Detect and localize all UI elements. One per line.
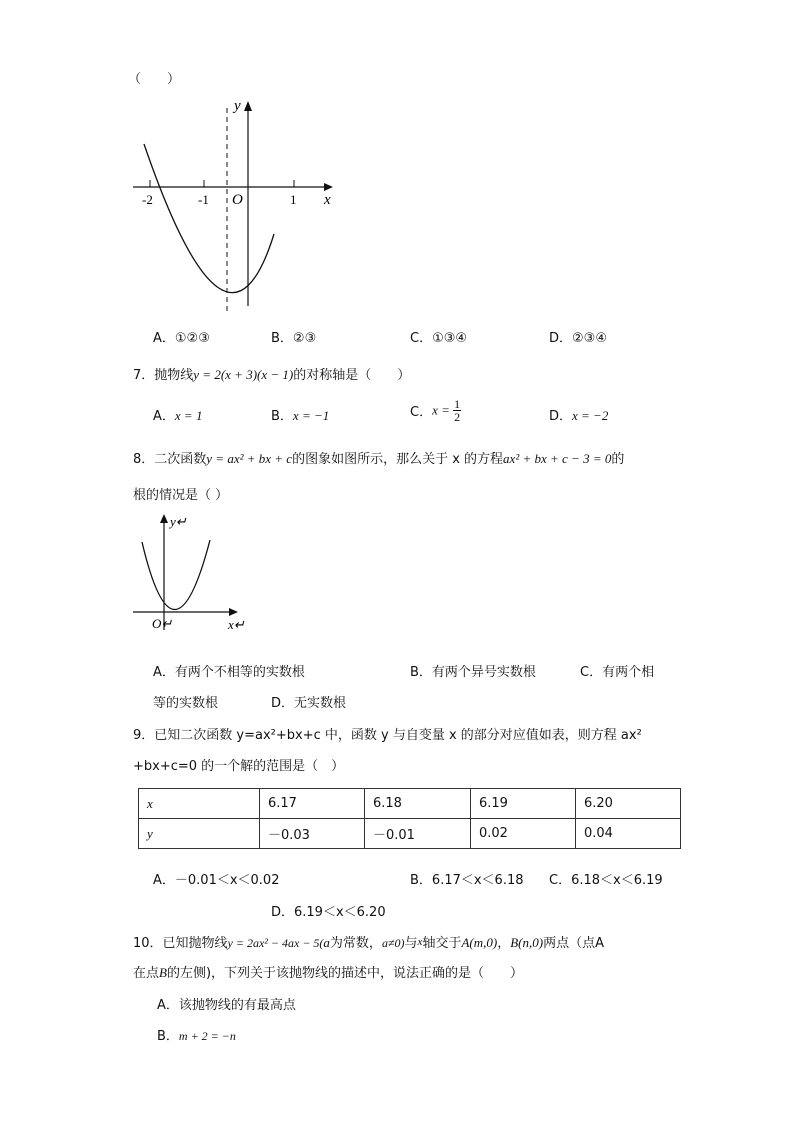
q8-option-a[interactable]: A．有两个不相等的实数根 [153,665,305,680]
q10-l2b: B [159,965,167,980]
q9-stem-line1: 9．已知二次函数 y=ax²+bx+c 中，函数 y 与自变量 x 的部分对应值如表，则方程 ax² [133,728,642,743]
q6-option-d[interactable]: D．②③④ [549,331,607,346]
table-cell: 0.04 [576,819,681,849]
table-cell: 0.02 [471,819,576,849]
q7-option-d[interactable] [549,405,608,424]
q7-option-c-math: x = [432,402,454,418]
q6-parabola-graph [128,96,343,316]
q7-option-c-label: C． [410,405,433,420]
q6-tick-1: 1 [290,192,297,207]
q7-option-a-label: A． [153,409,175,424]
q10-point-a: A(m,0) [461,935,498,950]
q7-frac-num: 1 [454,397,461,411]
q8-formula2: ax² + bx + c − 3 = 0 [503,451,612,466]
q7-option-b-math: x = −1 [292,408,330,423]
q10-l1b: a [323,935,330,950]
q8-x-label: x↵ [228,617,245,632]
q7-option-d-math: x = −2 [572,408,609,423]
q7-option-d-label: D． [549,409,573,424]
q8-line1-b: 的图象如图所示，那么关于 x 的方程 [292,452,504,467]
q7-prefix: 7．抛物线 [133,368,194,383]
q8-option-b[interactable]: B．有两个异号实数根 [410,665,536,680]
table-cell: y [139,819,260,849]
q7-stem [133,364,410,383]
q7-option-a[interactable] [153,405,202,424]
table-cell: 6.17 [260,789,365,819]
q10-option-b[interactable] [157,1025,236,1044]
table-cell: －0.01 [365,819,471,849]
q8-y-label: y↵ [170,514,187,529]
table-cell: 6.19 [471,789,576,819]
q7-option-a-math: x = 1 [174,408,203,423]
q10-l2a: 在点 [133,966,160,981]
q7-option-c[interactable] [410,398,461,423]
q10-option-b-label: B． [157,1029,179,1044]
q9-option-d[interactable]: D．6.19＜x＜6.20 [271,905,386,920]
table-cell: 6.20 [576,789,681,819]
q6-x-label: x [324,192,331,208]
q10-l1a: 10．已知抛物线 [133,936,228,951]
q8-option-d[interactable]: D．无实数根 [271,696,347,711]
table-row [139,819,681,849]
q10-l1j: ， [497,936,511,951]
q9-option-a[interactable]: A．－0.01＜x＜0.02 [153,873,280,888]
q8-line1-c: 的 [611,452,625,467]
q10-point-b: B(n,0) [510,935,544,950]
table-cell: x [139,789,260,819]
q9-value-table [138,788,681,849]
q6-tick-minus1: -1 [198,192,209,207]
q6-tick-minus2: -2 [142,192,153,207]
q10-l1g: x [417,936,423,948]
table-cell: －0.03 [260,819,365,849]
q8-formula1: y = ax² + bx + c [206,451,293,466]
q7-suffix: 的对称轴是（ ） [293,368,411,383]
q8-origin-label: O↵ [152,616,173,631]
q9-stem-line2: +bx+c=0 的一个解的范围是（ ） [133,759,345,774]
q10-formula: y = 2ax² − 4ax − 5( [227,936,324,950]
q10-stem-line2 [133,962,523,981]
q6-option-c[interactable]: C．①③④ [410,331,468,346]
q6-answer-paren: （ ） [128,72,181,87]
q10-option-b-math: m + 2 = −n [178,1029,236,1043]
table-row [139,789,681,819]
q8-line1-a: 8．二次函数 [133,452,207,467]
q6-origin-label: O [232,192,243,208]
table-cell: 6.18 [365,789,471,819]
q10-l1h: 轴交于 [422,936,462,951]
q8-option-c[interactable]: C．有两个相 [580,665,655,680]
q9-option-b[interactable]: B．6.17＜x＜6.18 [410,873,524,888]
q8-option-c-cont: 等的实数根 [153,696,219,711]
q9-option-c[interactable]: C．6.18＜x＜6.19 [549,873,663,888]
q6-y-label: y [234,98,241,114]
q6-option-a[interactable]: A．①②③ [153,331,210,346]
q6-option-b[interactable]: B．②③ [271,331,317,346]
q10-l1d: a≠0) [381,936,405,950]
q7-option-b[interactable] [271,405,329,424]
q10-l1c: 为常数， [329,936,382,951]
q8-stem-line2: 根的情况是（ ） [133,488,229,503]
q8-parabola-graph [128,508,243,633]
q7-formula: y = 2(x + 3)(x − 1) [193,367,294,382]
q10-l1l: 两点（点A [543,936,604,951]
q7-option-b-label: B． [271,409,293,424]
q10-l1e: 与 [404,936,418,951]
q10-l2c: 的左侧)，下列关于该抛物线的描述中，说法正确的是（ ） [166,966,524,981]
q7-frac-den: 2 [454,410,461,424]
q8-stem-line1 [133,448,624,467]
q10-option-a[interactable]: A．该抛物线的有最高点 [157,998,296,1013]
q7-option-c-fraction [453,398,461,423]
q10-stem-line1 [133,932,604,951]
